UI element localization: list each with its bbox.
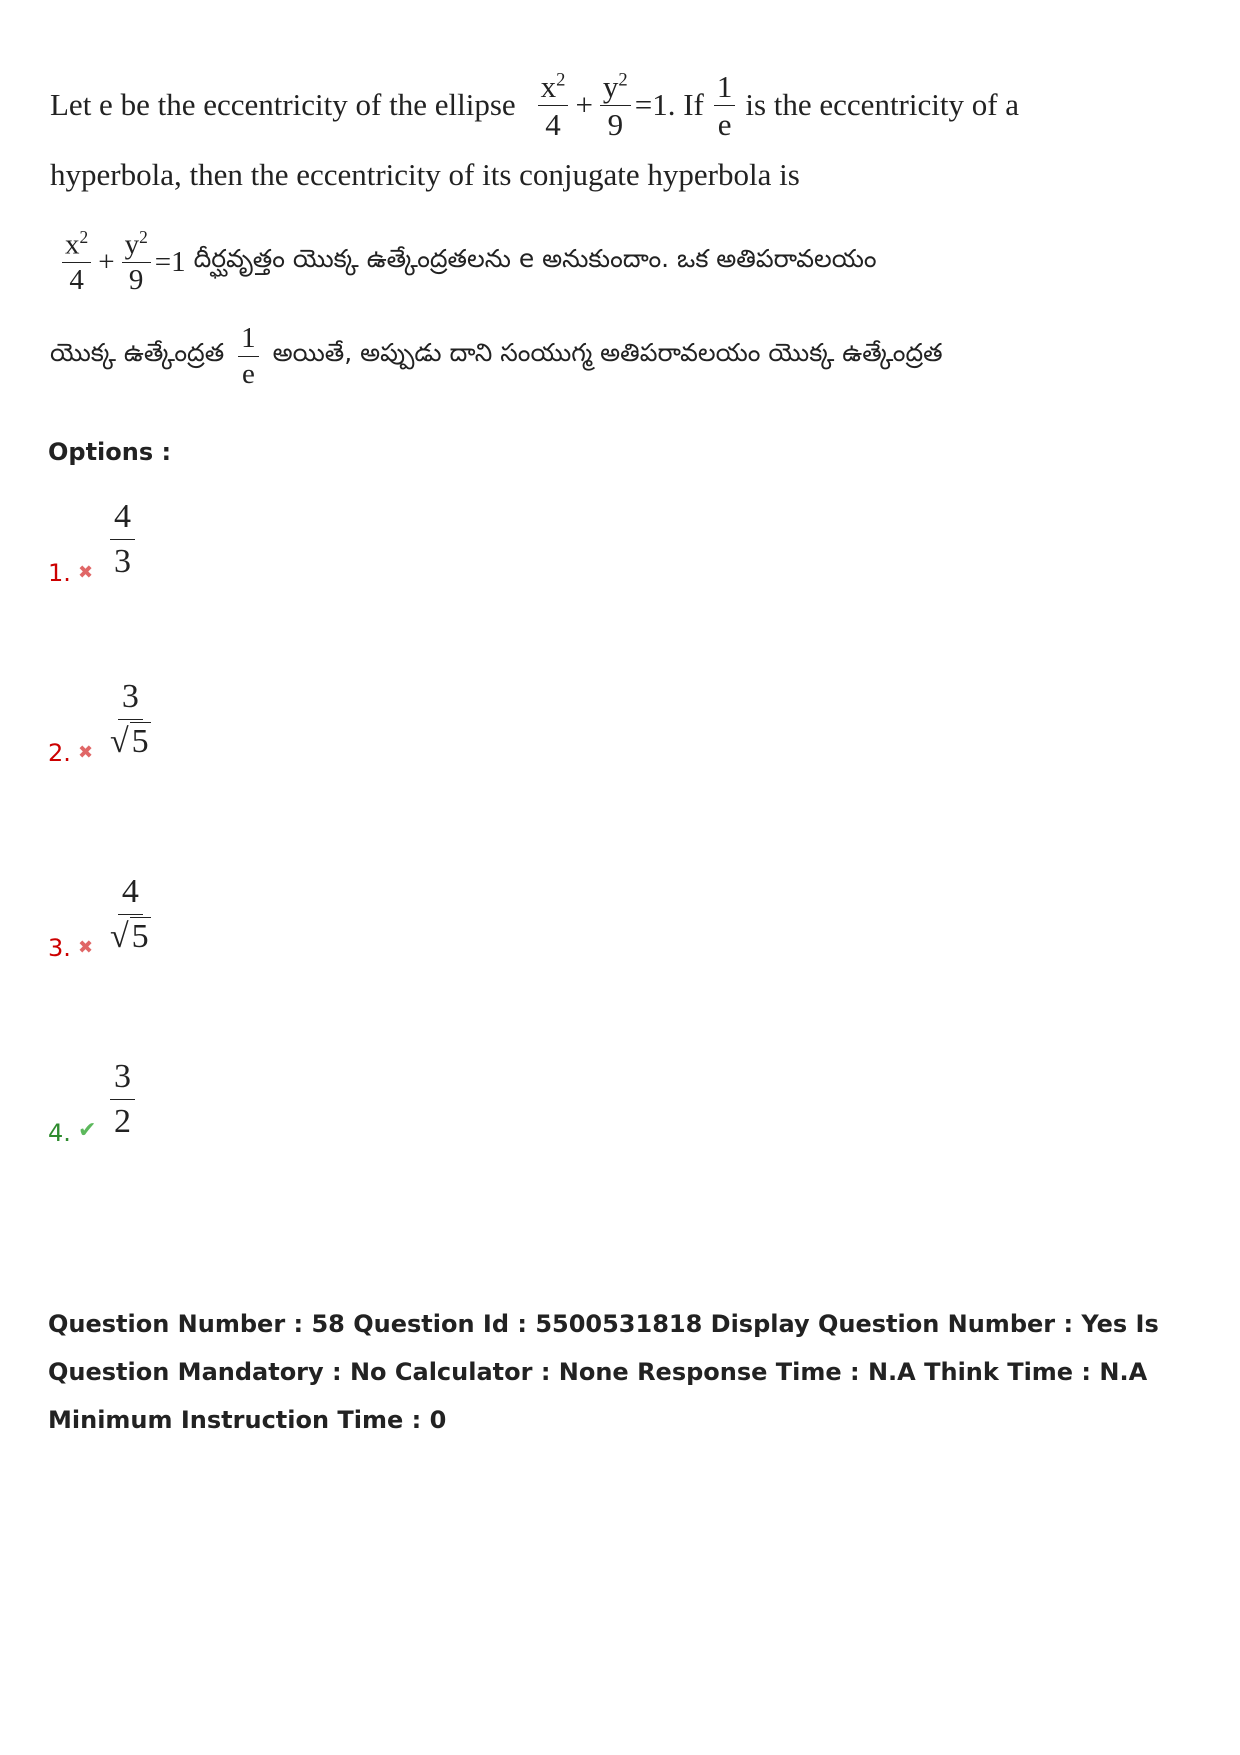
cross-icon: ✖ bbox=[78, 562, 94, 583]
option-fraction: $\frac{4}{3}$ bbox=[110, 500, 135, 579]
question-english bbox=[50, 70, 1050, 210]
question-metadata: Question Number : 58 Question Id : 5500531818 Display Question Number : Yes Is Question Mandatory : No Calculator : None Response Time : N.A Think Time : N.A Minimum Instruction Time : 0 bbox=[48, 1310, 1159, 1434]
cross-icon: ✖ bbox=[78, 937, 94, 958]
y-squared-over-9: $\frac{y^2}{9}$ bbox=[600, 71, 631, 140]
telugu-line-2 bbox=[50, 316, 1158, 396]
option-number: 4. bbox=[48, 1119, 71, 1147]
option-2[interactable] bbox=[48, 680, 151, 767]
y-squared-over-9-te: $\frac{y^2}{9}$ bbox=[122, 229, 151, 296]
option-fraction: $\frac{4}{√5}$ bbox=[110, 873, 149, 955]
cross-icon: ✖ bbox=[78, 742, 94, 763]
question-text-mid: is the eccentricity of a bbox=[745, 87, 1020, 122]
question-text-if: . If bbox=[667, 87, 704, 122]
x-squared-over-4-te: $\frac{x^2}{4}$ bbox=[62, 229, 91, 296]
plus-sign-te: + bbox=[98, 245, 115, 278]
option-fraction: $\frac{3}{√5}$ bbox=[110, 678, 149, 760]
option-number: 2. bbox=[48, 739, 71, 767]
telugu-text-2b: అయితే, అప్పుడు దాని సంయుగ్మ అతిపరావలయం యొక్క ఉత్కేంద్రత bbox=[272, 338, 943, 367]
telugu-line-1 bbox=[58, 222, 1158, 302]
option-3[interactable] bbox=[48, 875, 151, 962]
option-number: 3. bbox=[48, 934, 71, 962]
sqrt-icon: √ bbox=[110, 918, 129, 955]
equals-one-te: =1 bbox=[154, 245, 186, 278]
question-line-2: hyperbola, then the eccentricity of its conjugate hyperbola is bbox=[50, 157, 800, 192]
one-over-e: $\frac{1}{e}$ bbox=[714, 71, 736, 140]
option-1[interactable] bbox=[48, 500, 135, 587]
check-icon: ✔ bbox=[78, 1118, 97, 1143]
sqrt-icon: √ bbox=[110, 723, 129, 760]
x-squared-over-4: $\frac{x^2}{4}$ bbox=[538, 71, 569, 140]
telugu-text-1: దీర్ఘవృత్తం యొక్క ఉత్కేంద్రతలను e అనుకుందాం. ఒక అతిపరావలయం bbox=[193, 244, 877, 273]
option-fraction: $\frac{3}{2}$ bbox=[110, 1060, 135, 1139]
option-number: 1. bbox=[48, 559, 71, 587]
question-text-prefix: Let e be the eccentricity of the ellipse bbox=[50, 87, 516, 122]
question-telugu bbox=[50, 222, 1158, 396]
options-label: Options : bbox=[48, 438, 172, 466]
one-over-e-te: $\frac{1}{e}$ bbox=[238, 324, 259, 389]
question-line-1 bbox=[50, 70, 1050, 140]
telugu-text-2a: యొక్క ఉత్కేంద్రత bbox=[50, 338, 225, 367]
equals-one: =1 bbox=[634, 87, 668, 122]
plus-sign: + bbox=[575, 87, 593, 122]
option-4[interactable] bbox=[48, 1060, 135, 1147]
